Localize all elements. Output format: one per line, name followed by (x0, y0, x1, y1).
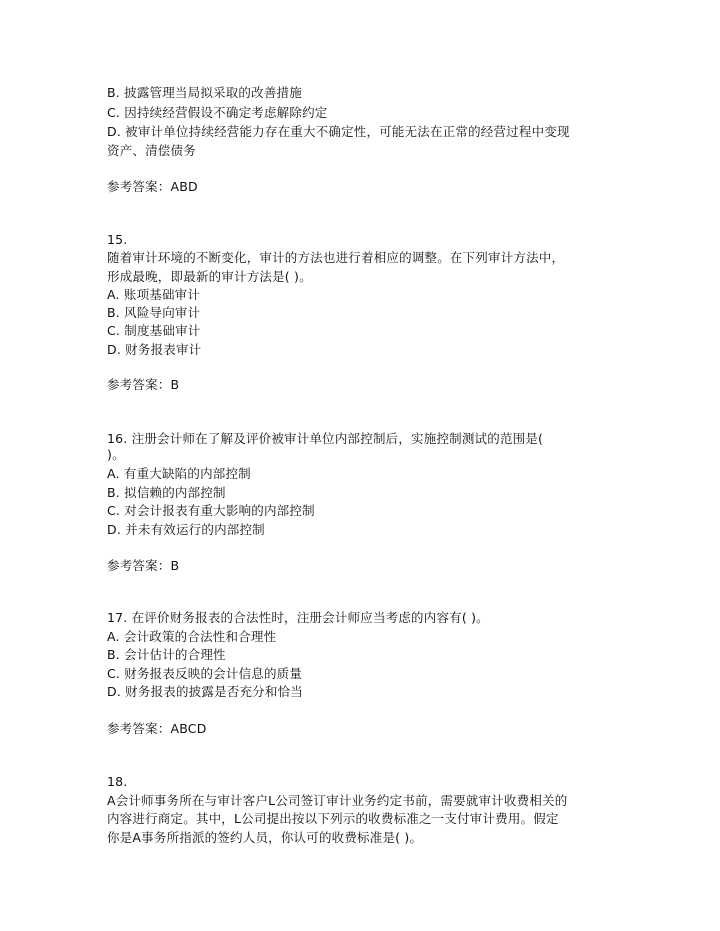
q18-number: 18. (107, 774, 128, 789)
q18-stem-line3: 你是A事务所指派的签约人员，你认可的收费标准是( )。 (107, 830, 423, 845)
q16-option-d: D. 并未有效运行的内部控制 (107, 522, 265, 537)
q15-option-c: C. 制度基础审计 (107, 323, 201, 338)
prev-option-d: D. 被审计单位持续经营能力存在重大不确定性，可能无法在正常的经营过程中变现 (107, 124, 570, 139)
q16-answer: 参考答案：B (107, 558, 180, 573)
q15-option-a: A. 账项基础审计 (107, 287, 201, 302)
q15-answer: 参考答案：B (107, 377, 180, 392)
prev-answer: 参考答案：ABD (107, 179, 198, 194)
q17-answer: 参考答案：ABCD (107, 721, 207, 736)
q17-option-b: B. 会计估计的合理性 (107, 647, 226, 662)
q17-option-d: D. 财务报表的披露是否充分和恰当 (107, 684, 303, 699)
q15-stem-line2: 形成最晚，即最新的审计方法是( )。 (107, 269, 312, 284)
q17-stem-line1: 17. 在评价财务报表的合法性时，注册会计师应当考虑的内容有( )。 (107, 610, 489, 625)
q15-option-d: D. 财务报表审计 (107, 342, 202, 357)
q18-stem-line2: 内容进行商定。其中，L公司提出按以下列示的收费标准之一支付审计费用。假定 (107, 811, 559, 826)
q17-option-c: C. 财务报表反映的会计信息的质量 (107, 666, 303, 681)
prev-option-c: C. 因持续经营假设不确定考虑解除约定 (107, 105, 328, 120)
q16-stem-line1: 16. 注册会计师在了解及评价被审计单位内部控制后，实施控制测试的范围是( (107, 431, 544, 446)
prev-option-b: B. 披露管理当局拟采取的改善措施 (107, 85, 302, 100)
q15-number: 15. (107, 232, 128, 247)
q15-option-b: B. 风险导向审计 (107, 305, 201, 320)
q16-option-b: B. 拟信赖的内部控制 (107, 485, 226, 500)
q16-option-a: A. 有重大缺陷的内部控制 (107, 466, 251, 481)
q18-stem-line1: A会计师事务所在与审计客户L公司签订审计业务约定书前，需要就审计收费相关的 (107, 793, 568, 808)
q16-stem-line2: )。 (107, 447, 125, 462)
q16-option-c: C. 对会计报表有重大影响的内部控制 (107, 503, 315, 518)
q15-stem-line1: 随着审计环境的不断变化，审计的方法也进行着相应的调整。在下列审计方法中， (107, 250, 565, 265)
q17-option-a: A. 会计政策的合法性和合理性 (107, 629, 277, 644)
prev-option-d-continued: 资产、清偿债务 (107, 143, 196, 158)
